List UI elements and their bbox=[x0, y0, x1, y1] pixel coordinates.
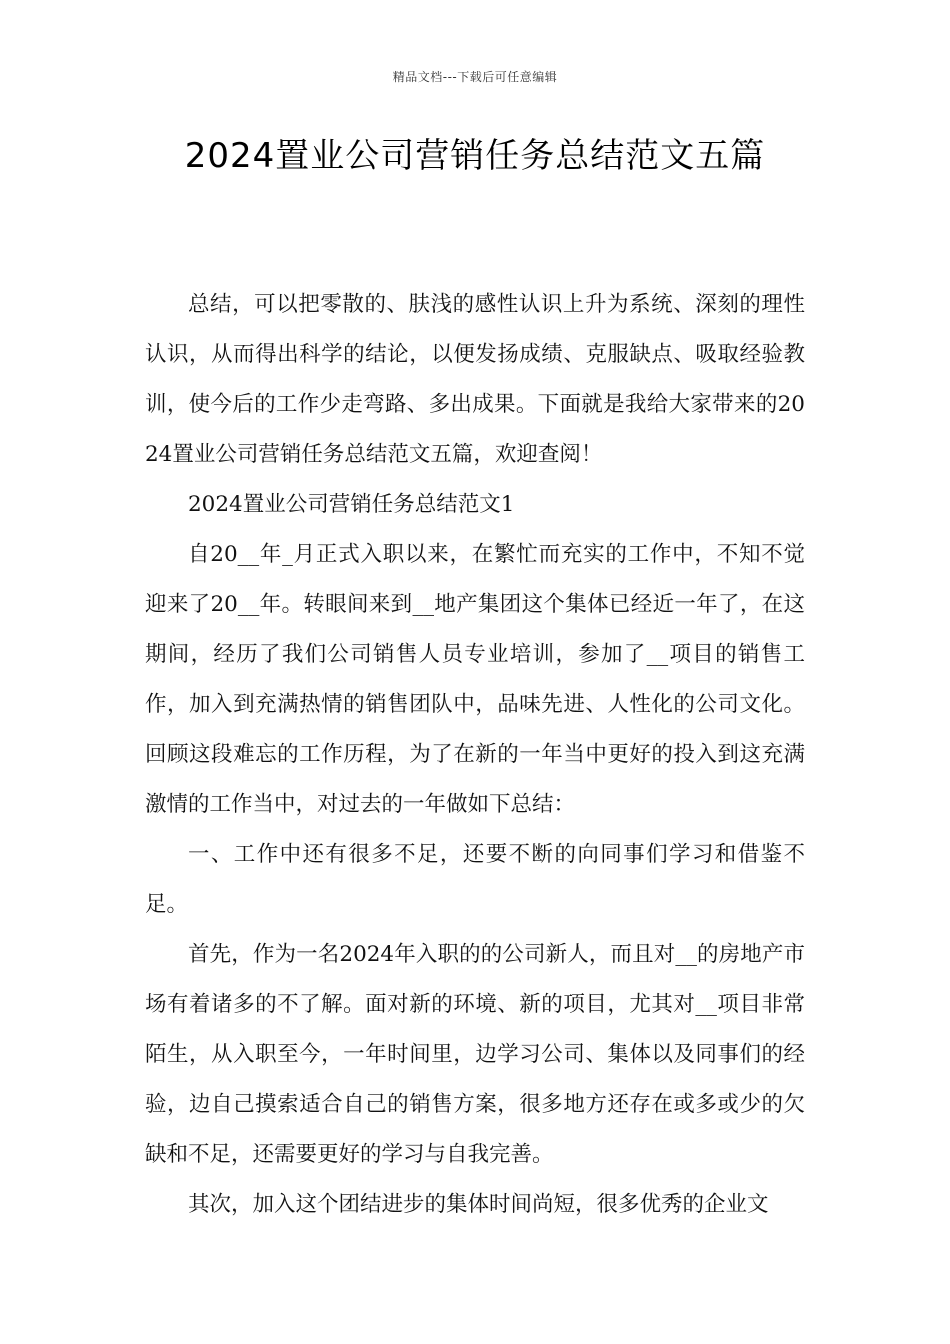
intro-paragraph: 总结，可以把零散的、肤浅的感性认识上升为系统、深刻的理性认识，从而得出科学的结论，以便发扬成绩、克服缺点、吸取经验教训，使今后的工作少走弯路、多出成果。下面就是我给大家带来的2024置业公司营销任务总结范文五篇，欢迎查阅！ bbox=[145, 292, 805, 467]
body-paragraph: 自20__年_月正式入职以来，在繁忙而充实的工作中，不知不觉迎来了20__年。转眼间来到__地产集团这个集体已经近一年了，在这期间，经历了我们公司销售人员专业培训，参加了__项目的销售工作，加入到充满热情的销售团队中，品味先进、人性化的公司文化。回顾这段难忘的工作历程，为了在新的一年当中更好的投入到这充满激情的工作当中，对过去的一年做如下总结： bbox=[145, 542, 805, 817]
document-title: 2024置业公司营销任务总结范文五篇 bbox=[184, 136, 766, 176]
section-heading: 2024置业公司营销任务总结范文1 bbox=[188, 492, 515, 517]
header-note: 精品文档---下载后可任意编辑 bbox=[392, 70, 558, 84]
body-paragraph: 首先，作为一名2024年入职的的公司新人，而且对__的房地产市场有着诸多的不了解。面对新的环境、新的项目，尤其对__项目非常陌生，从入职至今，一年时间里，边学习公司、集体以及同事们的经验，边自己摸索适合自己的销售方案，很多地方还存在或多或少的欠缺和不足，还需要更好的学习与自我完善。 bbox=[145, 942, 805, 1167]
body-paragraph: 其次，加入这个团结进步的集体时间尚短，很多优秀的企业文 bbox=[188, 1192, 769, 1217]
subheading-paragraph: 一、工作中还有很多不足，还要不断的向同事们学习和借鉴不足。 bbox=[145, 842, 805, 917]
document-body bbox=[145, 280, 805, 1230]
